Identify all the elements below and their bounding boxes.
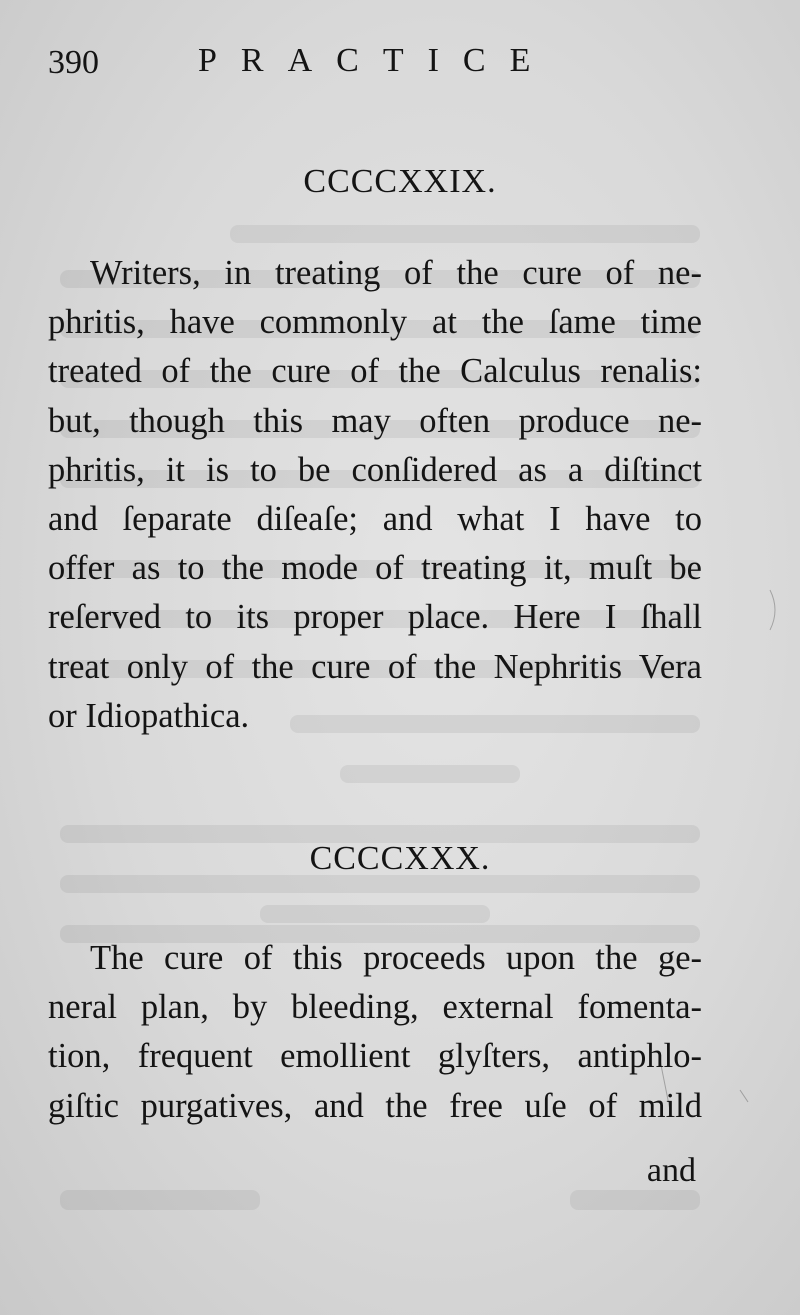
section-paragraph bbox=[48, 249, 702, 741]
running-head: PRACTICE bbox=[198, 42, 555, 79]
section-paragraph bbox=[48, 934, 702, 1131]
text-line: and ſeparate diſeaſe; and what I have to bbox=[48, 500, 702, 539]
text-line: offer as to the mode of treating it, muſt be bbox=[48, 549, 702, 588]
text-line: treated of the cure of the Calculus renalis: bbox=[48, 352, 702, 391]
text-line: giſtic purgatives, and the free uſe of mild bbox=[48, 1086, 702, 1125]
text-line: reſerved to its proper place. Here I ſhall bbox=[48, 598, 702, 637]
text-line: phritis, have commonly at the ſame time bbox=[48, 303, 702, 342]
text-line: The cure of this proceeds upon the ge- bbox=[90, 939, 702, 977]
section-heading: CCCCXXX. bbox=[309, 840, 491, 877]
text-line: but, though this may often produce ne- bbox=[48, 401, 702, 440]
page-header bbox=[48, 42, 708, 92]
text-line: Writers, in treating of the cure of ne- bbox=[90, 254, 702, 292]
catchword: and bbox=[646, 1152, 696, 1189]
text-line: neral plan, by bleeding, external fomenta- bbox=[48, 988, 702, 1027]
text-line: phritis, it is to be conſidered as a diſtinct bbox=[48, 450, 702, 489]
page-number: 390 bbox=[48, 44, 99, 81]
section-heading: CCCCXXIX. bbox=[303, 163, 497, 200]
text-line: treat only of the cure of the Nephritis Vera bbox=[48, 647, 702, 686]
text-line: or Idiopathica. bbox=[48, 696, 250, 735]
text-line: tion, frequent emollient glyſters, antiphlo- bbox=[48, 1037, 702, 1076]
